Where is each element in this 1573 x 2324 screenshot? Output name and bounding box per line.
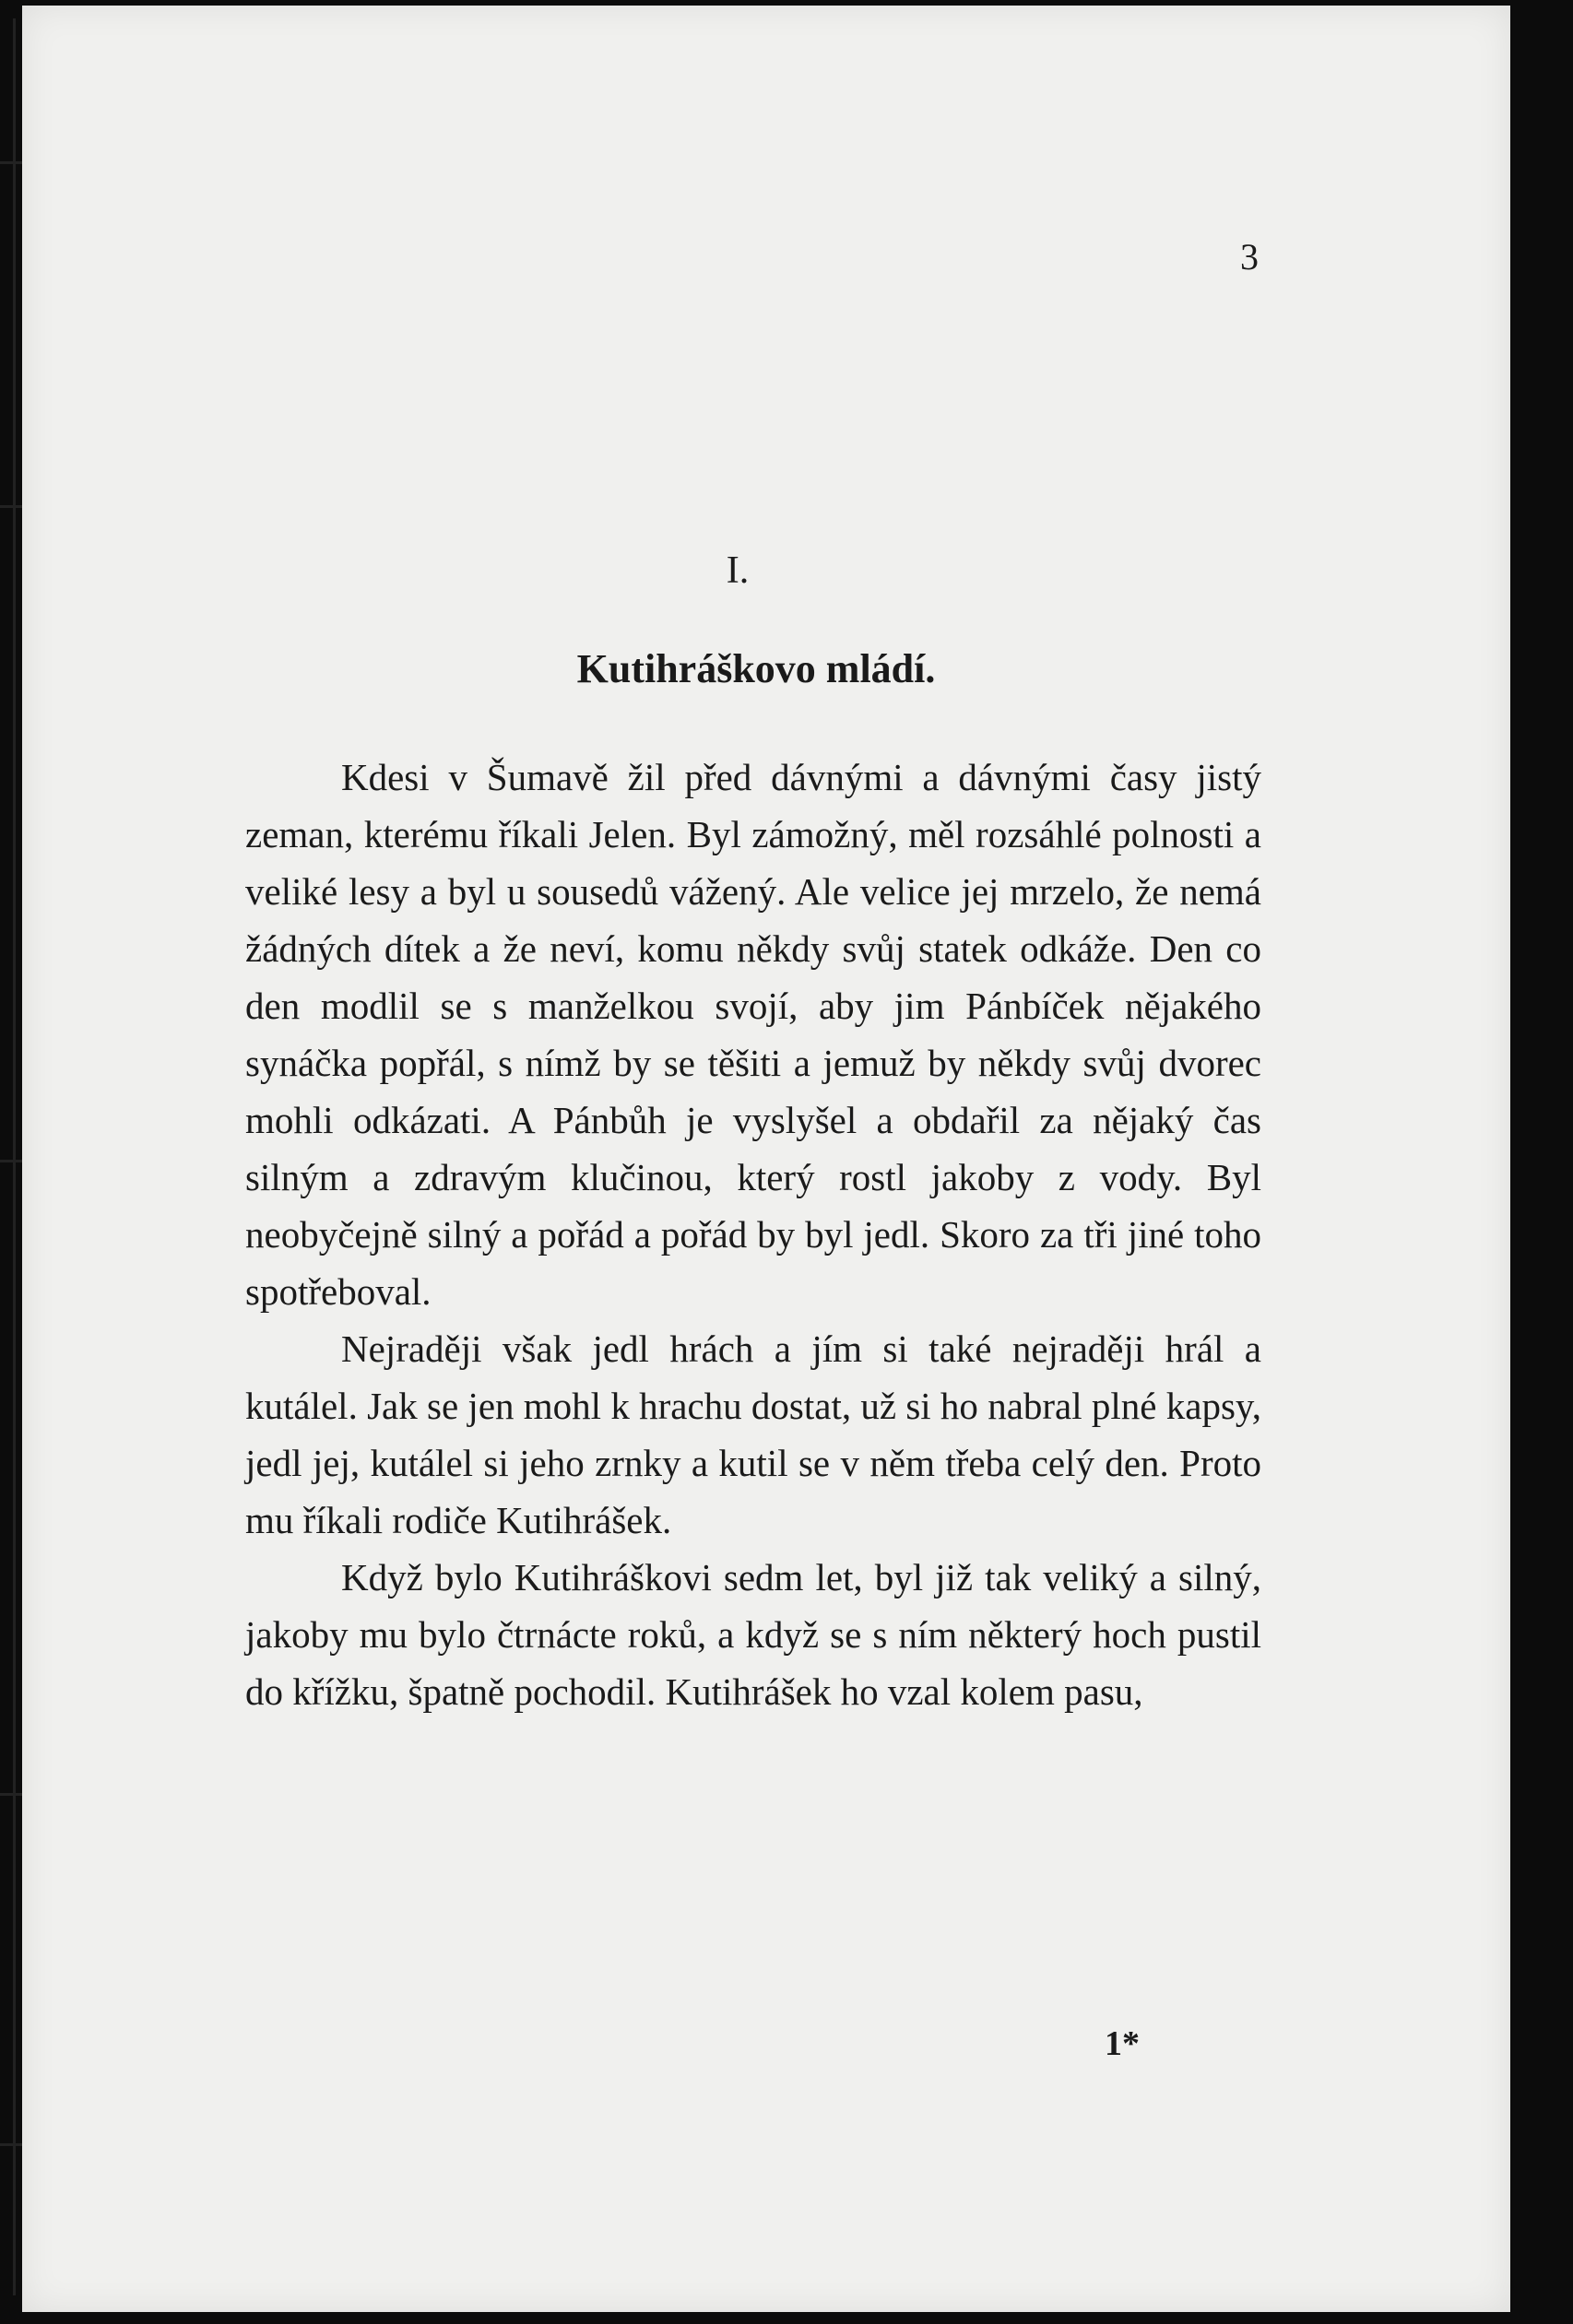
paragraph: Kdesi v Šumavě žil před dávnými a dávnými časy jistý zeman, kterému říkali Jelen. Byl zámožný, měl rozsáhlé polnosti a veliké lesy a byl u sousedů vážený. Ale velice jej mrzelo, že nemá žádných dítek a že neví, komu někdy svůj statek odkáže. Den co den modlil se s manželkou svojí, aby jim Pánbíček nějakého synáčka popřál, s nímž by se těšiti a jemuž by někdy svůj dvorec mohli odkázati. A Pánbůh je vyslyšel a obdařil za nějaký čas silným a zdravým klučinou, který rostl jakoby z vody. Byl neobyčejně silný a pořád a pořád by byl jedl. Skoro za tři jiné toho spotřeboval. [245, 756, 1261, 1313]
body-text [245, 749, 1261, 1720]
page-number: 3 [1240, 236, 1259, 277]
paragraph: Nejraději však jedl hrách a jím si také nejraději hrál a kutálel. Jak se jen mohl k hrachu dostat, už si ho nabral plné kapsy, jedl jej, kutálel si jeho zrnky a kutil se v něm třeba celý den. Proto mu říkali rodiče Kutihrášek. [245, 1327, 1261, 1541]
chapter-title: Kutihráškovo mládí. [576, 646, 936, 691]
signature-mark: 1* [1105, 2024, 1140, 2063]
chapter-number: I. [726, 549, 750, 592]
scan-margin-line [13, 18, 16, 2295]
paragraph: Když bylo Kutihráškovi sedm let, byl již tak veliký a silný, jakoby mu bylo čtrnácte roků, a když se s ním některý hoch pustil do křížku, špatně pochodil. Kutihrášek ho vzal kolem pasu, [245, 1556, 1261, 1713]
